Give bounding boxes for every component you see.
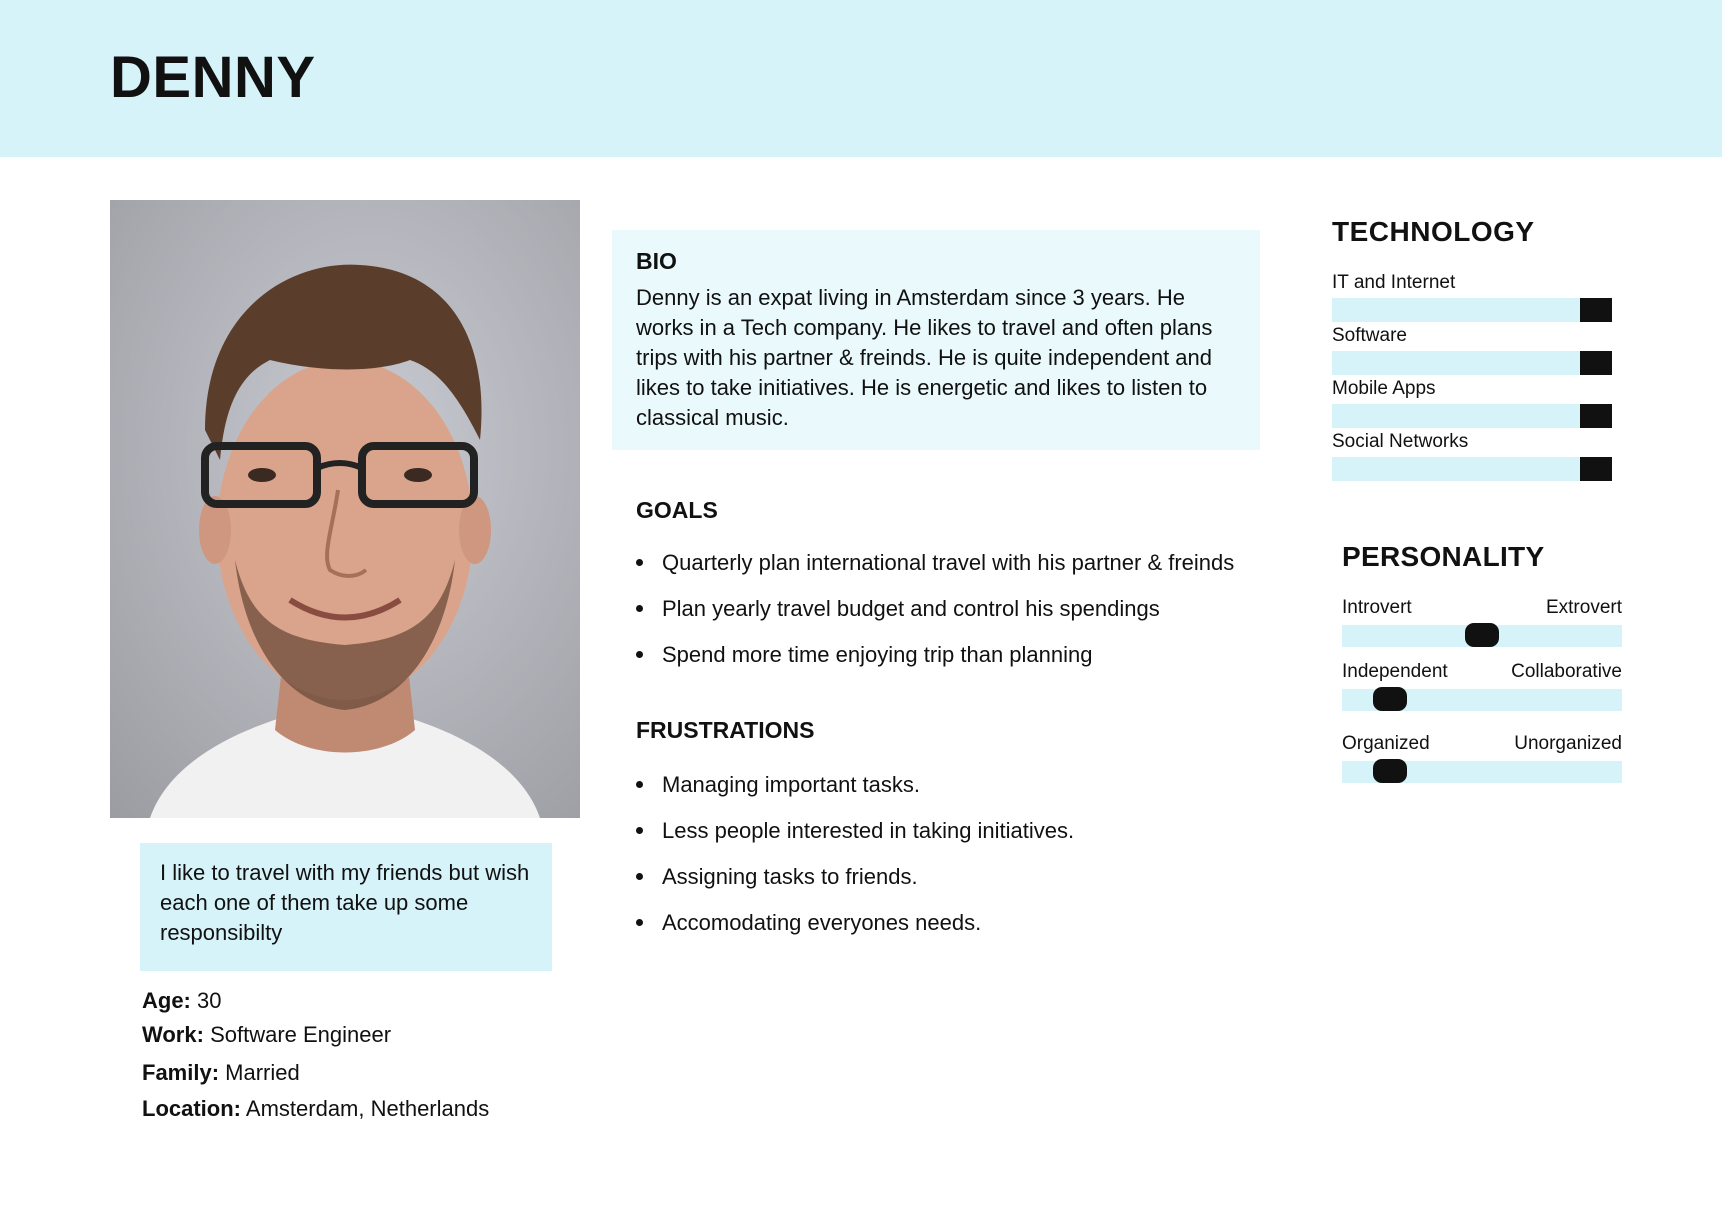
trait-left-label: Organized	[1342, 733, 1430, 754]
tech-level-marker	[1580, 298, 1612, 322]
trait-bar	[1342, 689, 1622, 711]
trait-labels	[1342, 661, 1622, 689]
frustration-item	[636, 762, 1074, 808]
trait-left-label: Independent	[1342, 661, 1448, 682]
tech-row-social-networks	[1332, 431, 1612, 481]
tech-bar	[1332, 351, 1612, 375]
bullet-icon	[636, 781, 643, 788]
frustration-text: Assigning tasks to friends.	[662, 864, 918, 889]
detail-family	[142, 1060, 300, 1086]
bullet-icon	[636, 605, 643, 612]
personality-title: PERSONALITY	[1342, 541, 1545, 572]
detail-age	[142, 988, 222, 1014]
bullet-icon	[636, 651, 643, 658]
detail-label: Location:	[142, 1096, 241, 1121]
bio-card	[612, 230, 1260, 450]
bio-title: BIO	[636, 248, 677, 274]
trait-knob	[1373, 687, 1407, 711]
trait-introvert-extrovert	[1342, 597, 1622, 647]
detail-value: Married	[225, 1060, 300, 1085]
tech-bar	[1332, 457, 1612, 481]
trait-bar	[1342, 761, 1622, 783]
tech-row-it-internet	[1332, 272, 1612, 322]
goal-item	[636, 540, 1234, 586]
frustration-text: Managing important tasks.	[662, 772, 921, 797]
goals-title: GOALS	[636, 497, 718, 523]
trait-left-label: Introvert	[1342, 597, 1412, 618]
goal-text: Quarterly plan international travel with his partner & freinds	[662, 550, 1235, 575]
persona-quote: I like to travel with my friends but wish each one of them take up some responsibilty	[140, 843, 552, 971]
frustrations-section	[636, 717, 1074, 946]
trait-labels	[1342, 597, 1622, 625]
trait-knob	[1373, 759, 1407, 783]
header-banner	[0, 0, 1722, 157]
trait-independent-collaborative	[1342, 661, 1622, 711]
tech-level-marker	[1580, 351, 1612, 375]
tech-row-software	[1332, 325, 1612, 375]
tech-label: Social Networks	[1332, 431, 1469, 452]
frustration-text: Accomodating everyones needs.	[662, 910, 982, 935]
goal-item	[636, 632, 1234, 678]
tech-level-marker	[1580, 457, 1612, 481]
trait-right-label: Extrovert	[1545, 597, 1622, 618]
goals-list	[636, 540, 1234, 678]
technology-title: TECHNOLOGY	[1332, 216, 1535, 247]
goal-text: Spend more time enjoying trip than planning	[662, 642, 1093, 667]
trait-right-label: Collaborative	[1511, 661, 1622, 682]
frustration-item	[636, 854, 1074, 900]
tech-row-mobile-apps	[1332, 378, 1612, 428]
trait-knob	[1465, 623, 1499, 647]
frustration-item	[636, 808, 1074, 854]
tech-label: Software	[1332, 325, 1407, 346]
tech-label: IT and Internet	[1332, 272, 1456, 293]
frustrations-list	[636, 762, 1074, 946]
trait-right-label: Unorganized	[1514, 733, 1622, 754]
detail-location	[142, 1096, 489, 1122]
tech-bar	[1332, 298, 1612, 322]
bio-text: Denny is an expat living in Amsterdam since 3 years. He works in a Tech company. He likes to travel and often plans trips with his partner & freinds. He is quite independent and likes to take initiatives. He is energetic and likes to listen to classical music.	[636, 285, 1213, 430]
frustrations-title: FRUSTRATIONS	[636, 717, 815, 743]
goal-text: Plan yearly travel budget and control his spendings	[662, 596, 1160, 621]
detail-label: Work:	[142, 1022, 204, 1047]
frustration-text: Less people interested in taking initiatives.	[662, 818, 1075, 843]
detail-label: Family:	[142, 1060, 220, 1085]
detail-value: 30	[197, 988, 222, 1013]
detail-value: Amsterdam, Netherlands	[245, 1096, 490, 1121]
bullet-icon	[636, 873, 643, 880]
bullet-icon	[636, 919, 643, 926]
goal-item	[636, 586, 1234, 632]
bullet-icon	[636, 559, 643, 566]
detail-work	[142, 1022, 391, 1048]
trait-organized-unorganized	[1342, 733, 1622, 783]
tech-label: Mobile Apps	[1332, 378, 1436, 399]
bullet-icon	[636, 827, 643, 834]
persona-name: DENNY	[110, 45, 316, 110]
tech-level-marker	[1580, 404, 1612, 428]
detail-label: Age:	[142, 988, 191, 1013]
detail-value: Software Engineer	[210, 1022, 392, 1047]
tech-bar	[1332, 404, 1612, 428]
persona-photo	[110, 200, 580, 818]
frustration-item	[636, 900, 1074, 946]
trait-bar	[1342, 625, 1622, 647]
trait-labels	[1342, 733, 1622, 761]
goals-section	[636, 497, 1234, 678]
